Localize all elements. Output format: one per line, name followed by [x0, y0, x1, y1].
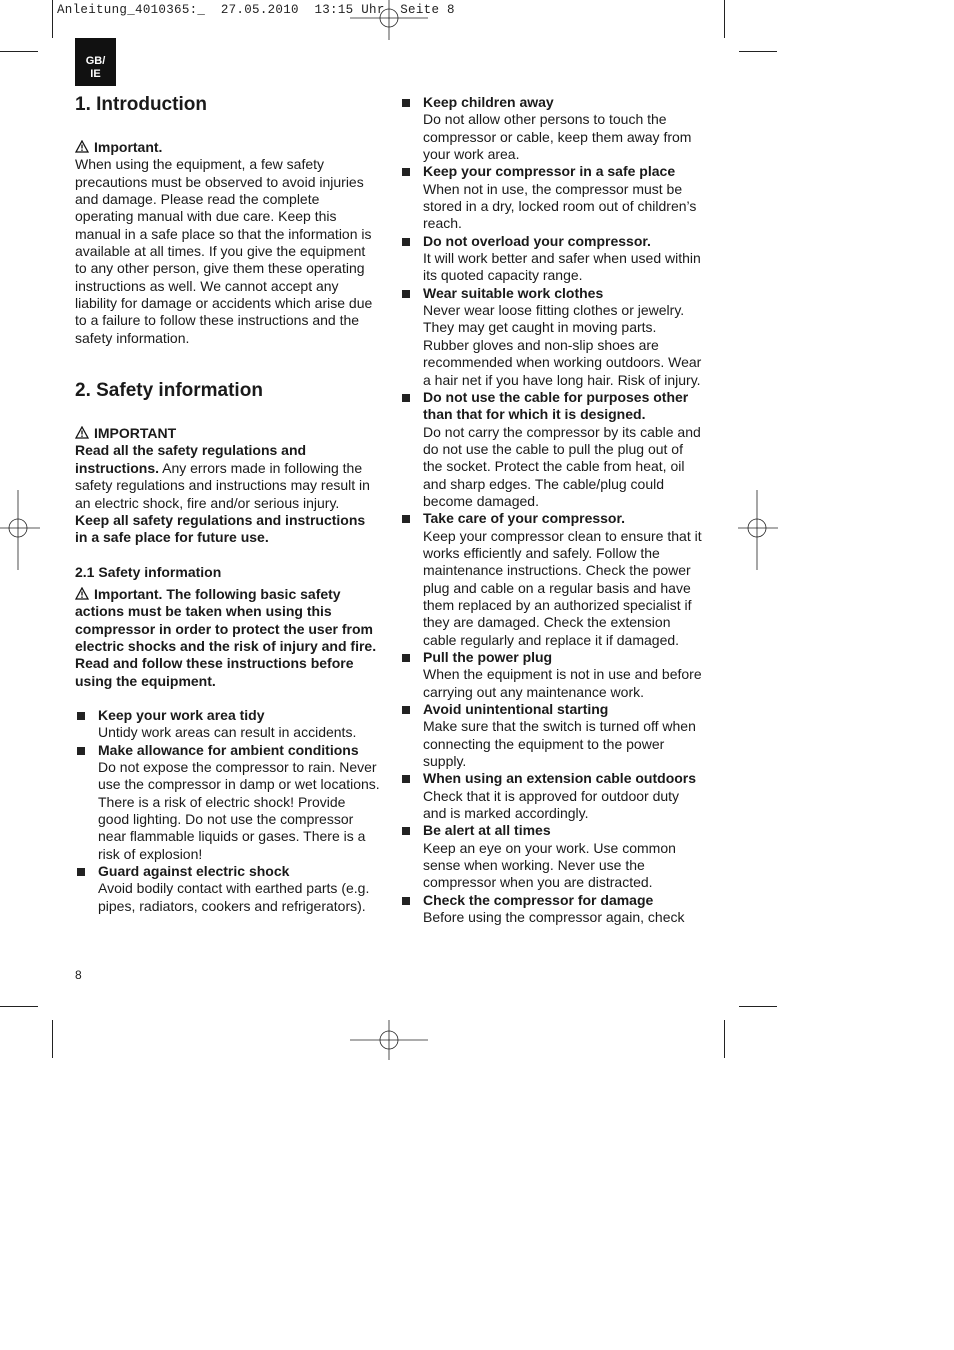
- intro-heading: 1. Introduction: [75, 94, 207, 115]
- page-number: 8: [75, 968, 82, 982]
- list-item-title: Do not overload your compressor.: [423, 232, 651, 249]
- list-item-text: Do not carry the compressor by its cable and do not use the cable to pull the plug out of the socket. Protect the cable from heat, oil and sharp edges. The cable/plug could become damaged.: [423, 423, 701, 509]
- registration-mark-left: [0, 490, 40, 570]
- safety-lead-bold: Read all the safety regulations and instructions.: [75, 442, 307, 476]
- registration-mark-bottom: [350, 1020, 428, 1060]
- registration-mark-right: [738, 490, 778, 570]
- list-item-title: Pull the power plug: [423, 649, 553, 665]
- list-item: [75, 707, 380, 742]
- intro-important-label: Important.: [94, 139, 163, 155]
- list-item: [400, 285, 705, 389]
- list-item-text: Untidy work areas can result in accidents.: [98, 724, 357, 741]
- list-item: [400, 94, 705, 163]
- safety-warn-paragraph: [75, 586, 380, 655]
- language-badge-line2: IE: [90, 68, 101, 80]
- list-item: [400, 510, 705, 649]
- list-item-title: Make allowance for ambient conditions: [98, 741, 359, 758]
- list-item-text: Before using the compressor again, check: [423, 909, 685, 926]
- list-item-text: Avoid bodily contact with earthed parts (e.g. pipes, radiators, cookers and refrigerators).: [98, 880, 370, 914]
- list-item: [400, 389, 705, 510]
- list-item: [400, 822, 705, 891]
- safety-important-label: IMPORTANT: [94, 425, 177, 442]
- list-item: [400, 892, 705, 927]
- list-item-title: Keep your work area tidy: [98, 706, 265, 723]
- list-item: [400, 701, 705, 770]
- list-item: [400, 233, 705, 285]
- print-header-slug: Anleitung_4010365:_ 27.05.2010 13:15 Uhr Seite 8: [57, 3, 455, 17]
- list-item-text: Never wear loose fitting clothes or jewelry. They may get caught in moving parts. Rubber gloves and non-slip shoes are recommended when working outdoors. Wear a hair net if you have long hair. Risk of injury.: [423, 302, 702, 388]
- list-item-text: Keep your compressor clean to ensure that it works efficiently and safely. Follow the maintenance instructions. Check the power plug and cable on a regular basis and have them replaced by an authorized specialist if they are damaged. Check the extension cable regularly and replace it if damaged.: [423, 527, 702, 648]
- language-badge-line1: GB/: [85, 55, 106, 67]
- warning-icon: [75, 426, 89, 439]
- list-item: [400, 770, 705, 822]
- language-badge: [75, 38, 116, 86]
- list-item: [400, 649, 705, 701]
- list-item-title: Take care of your compressor.: [423, 510, 626, 527]
- list-item-text: When the equipment is not in use and before carrying out any maintenance work.: [423, 666, 702, 700]
- list-item-title: Keep children away: [423, 94, 554, 110]
- list-item-text: Make sure that the switch is turned off when connecting the equipment to the power supply.: [423, 718, 696, 770]
- safety-lead: [75, 442, 380, 511]
- list-item-title: Avoid unintentional starting: [423, 701, 609, 718]
- list-item-title: Do not use the cable for purposes other than that for which it is designed.: [423, 388, 689, 423]
- list-item-text: When not in use, the compressor must be stored in a dry, locked room out of children’s reach.: [423, 180, 697, 232]
- safety-important: [75, 425, 380, 442]
- list-item: [75, 742, 380, 863]
- list-item-text: Check that it is approved for outdoor duty and is marked accordingly.: [423, 787, 680, 822]
- list-item-text: Keep an eye on your work. Use common sense when working. Never use the compressor when you are distracted.: [423, 839, 676, 891]
- intro-important: [75, 139, 380, 156]
- safety-warn-text: Important. The following basic safety actions must be taken when using this compressor in order to protect the user from electric shocks and the risk of injury and fire.: [75, 585, 377, 654]
- registration-mark-top: [350, 0, 428, 40]
- intro-text: When using the equipment, a few safety precautions must be observed to avoid injuries and damage. Please read the complete operating manual with due care. Keep this manual in a safe place so that the information is available at all times. If you give the equipment to any other person, give them these operating instructions as well. We cannot accept any liability for damage or accidents which arise due to a failure to follow these instructions and the safety information.: [75, 156, 373, 346]
- safety-keep: Keep all safety regulations and instructions in a safe place for future use.: [75, 511, 366, 546]
- list-item-text: It will work better and safer when used within its quoted capacity range.: [423, 250, 701, 284]
- list-item-title: Check the compressor for damage: [423, 891, 654, 908]
- safety-lead-text: Any errors made in following the safety regulations and instructions may result in an electric shock, fire and/or serious injury.: [75, 459, 370, 511]
- warning-icon: [75, 587, 89, 600]
- left-bullet-list: [75, 707, 380, 915]
- safety-read-paragraph: Read and follow these instructions before using the equipment.: [75, 655, 354, 689]
- list-item-text: Do not allow other persons to touch the compressor or cable, keep them away from your work area.: [423, 111, 692, 163]
- list-item: [400, 163, 705, 232]
- list-item: [75, 863, 380, 915]
- list-item-text: Do not expose the compressor to rain. Never use the compressor in damp or wet locations. There is a risk of electric shock! Provide good lighting. Do not use the compressor near flammable liquids or gases. There is a risk of explosion!: [98, 758, 380, 862]
- safety-heading: 2. Safety information: [75, 380, 263, 402]
- list-item-title: When using an extension cable outdoors: [423, 770, 697, 787]
- list-item-title: Wear suitable work clothes: [423, 284, 604, 301]
- left-column: [75, 94, 380, 915]
- list-item-title: Be alert at all times: [423, 822, 551, 839]
- warning-icon: [75, 140, 89, 153]
- right-column: [400, 94, 705, 927]
- safety-sub-heading: 2.1 Safety information: [75, 563, 222, 580]
- list-item-title: Guard against electric shock: [98, 863, 290, 880]
- list-item-title: Keep your compressor in a safe place: [423, 163, 676, 180]
